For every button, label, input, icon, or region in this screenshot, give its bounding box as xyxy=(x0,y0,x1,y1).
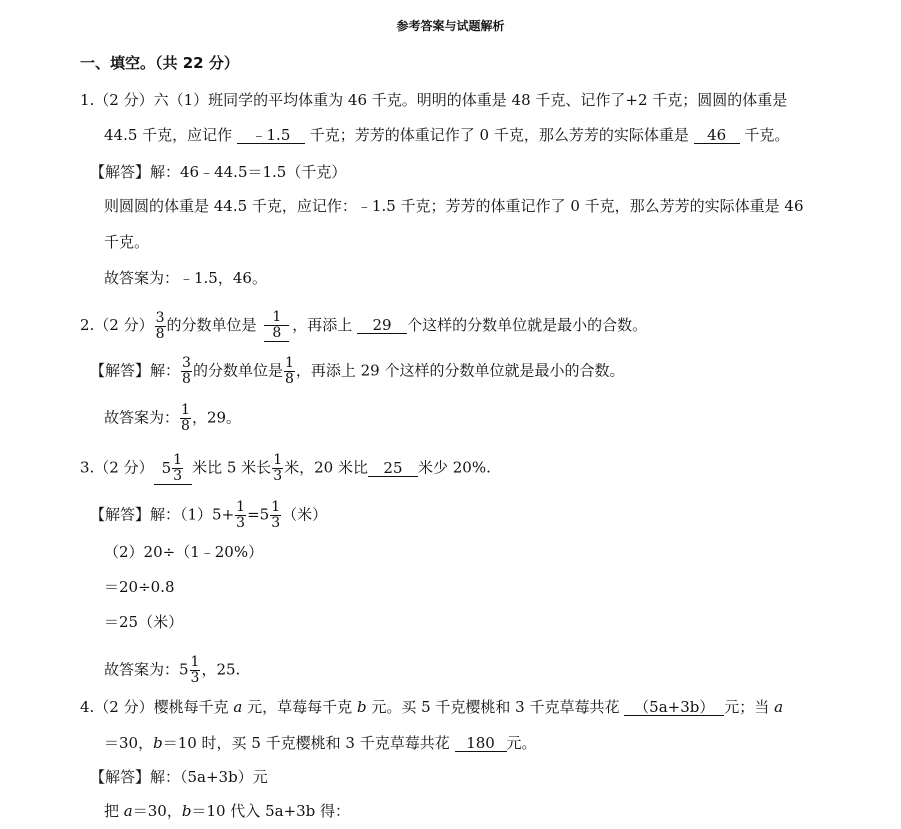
q1-line1: 1.（2 分）六（1）班同学的平均体重为 46 千克。明明的体重是 48 千克、记作了+2 千克；圆圆的体重是 xyxy=(80,91,788,109)
q3-answer-blank-2: 25 xyxy=(368,460,418,477)
q1-text: 44.5 千克，应记作 xyxy=(104,126,233,144)
q4-answer-blank-2: 180 xyxy=(455,735,507,752)
answer-label: 故答案为：5 xyxy=(104,660,189,679)
solution-label: 【解答】解： xyxy=(90,361,181,380)
q3-text: 米，20 米比 xyxy=(284,458,368,477)
numerator: 3 xyxy=(182,355,191,371)
denominator: 8 xyxy=(182,371,191,387)
q3-solution-text: （米） xyxy=(282,505,328,524)
q3-solution-fraction xyxy=(270,500,281,531)
q3-answer xyxy=(104,655,240,686)
numerator: 1 xyxy=(173,452,183,468)
variable-a: a xyxy=(774,698,784,716)
q4-text: 4.（2 分）樱桃每千克 xyxy=(80,698,229,716)
q3-solution-fraction xyxy=(235,500,246,531)
q4-solution-1: 【解答】解：（5a+3b）元 xyxy=(90,768,268,786)
numerator: 1 xyxy=(264,310,289,326)
denominator: 8 xyxy=(181,418,190,434)
q1-solution-1: 【解答】解：46﹣44.5＝1.5（千克） xyxy=(90,163,347,181)
numerator: 1 xyxy=(190,654,200,670)
q3-answer-blank-1 xyxy=(154,453,192,485)
q3-solution-1 xyxy=(90,500,327,531)
q1-answer-blank-2: 46 xyxy=(694,127,740,144)
q2-answer-blank-1 xyxy=(261,310,292,342)
whole-number: 5 xyxy=(161,458,172,477)
q4-text: 元。 xyxy=(506,734,537,752)
q3-solution-text: =5 xyxy=(247,505,270,524)
q4-solution-text: ＝10 代入 5a+3b 得： xyxy=(191,802,351,820)
variable-a: a xyxy=(123,802,133,820)
q3-solution-3: ＝20÷0.8 xyxy=(104,578,175,596)
denominator: 3 xyxy=(190,670,200,686)
q2-answer-text: ，29。 xyxy=(191,408,242,427)
q2-blank-fraction xyxy=(264,310,289,342)
denominator: 8 xyxy=(284,371,294,387)
q4-text: 元；当 xyxy=(724,698,770,716)
page-title: 参考答案与试题解析 xyxy=(396,19,505,33)
numerator: 3 xyxy=(155,309,165,326)
q4-text: 元，草莓每千克 xyxy=(247,698,353,716)
q3-solution-4: ＝25（米） xyxy=(104,613,184,631)
q2-answer-blank-2: 29 xyxy=(357,317,407,334)
q2-solution-text: 的分数单位是 xyxy=(192,361,283,380)
q2-answer-fraction xyxy=(180,403,191,434)
q3-prefix: 3.（2 分） xyxy=(80,458,154,477)
q2-fraction xyxy=(155,311,166,342)
q2-text: ，再添上 xyxy=(292,316,353,334)
numerator: 1 xyxy=(271,499,281,515)
q2-prefix: 2.（2 分） xyxy=(80,316,154,334)
q2-solution-text: ，再添上 29 个这样的分数单位就是最小的合数。 xyxy=(295,361,625,380)
q2-solution-fraction xyxy=(284,356,295,387)
q2-answer xyxy=(104,403,241,434)
denominator: 8 xyxy=(264,326,289,342)
section-heading: 一、填空。（共 22 分） xyxy=(80,54,239,72)
denominator: 3 xyxy=(173,468,183,484)
q3-solution-2: （2）20÷（1﹣20%） xyxy=(104,543,264,561)
q4-answer-blank-1: （5a+3b） xyxy=(624,699,724,716)
q1-solution-3: 千克。 xyxy=(104,233,150,251)
q3-text: 米少 20%. xyxy=(417,458,491,477)
q1-text: 千克；芳芳的体重记作了 0 千克，那么芳芳的实际体重是 xyxy=(309,126,689,144)
denominator: 3 xyxy=(271,515,281,531)
answer-label: 故答案为： xyxy=(104,408,180,427)
q3-line xyxy=(80,453,491,485)
numerator: 1 xyxy=(181,402,190,418)
numerator: 1 xyxy=(284,355,294,371)
denominator: 3 xyxy=(273,468,283,484)
q2-text: 个这样的分数单位就是最小的合数。 xyxy=(407,316,648,334)
q3-answer-fraction xyxy=(190,655,201,686)
q1-text: 千克。 xyxy=(744,126,790,144)
q2-text: 的分数单位是 xyxy=(166,316,257,334)
q4-line2 xyxy=(104,733,537,753)
denominator: 3 xyxy=(236,515,246,531)
q4-text: ＝10 时，买 5 千克樱桃和 3 千克草莓共花 xyxy=(162,734,450,752)
q4-solution-2 xyxy=(104,801,350,821)
variable-b: b xyxy=(181,802,192,820)
q3-blank-fraction xyxy=(172,453,183,484)
solution-label: 【解答】解：（1）5+ xyxy=(90,505,235,524)
q2-solution-fraction xyxy=(181,356,192,387)
q3-text: 米比 5 米长 xyxy=(192,458,272,477)
q4-text: 元。买 5 千克樱桃和 3 千克草莓共花 xyxy=(371,698,620,716)
q3-answer-text: ，25. xyxy=(201,660,241,679)
q4-line1 xyxy=(80,697,783,717)
q2-solution xyxy=(90,356,625,387)
variable-b: b xyxy=(153,734,163,752)
variable-b: b xyxy=(356,698,367,716)
q1-line2 xyxy=(104,125,789,145)
numerator: 1 xyxy=(273,452,283,468)
q2-line xyxy=(80,310,647,342)
numerator: 1 xyxy=(236,499,246,515)
q4-solution-text: ＝30， xyxy=(132,802,182,820)
q1-solution-2: 则圆圆的体重是 44.5 千克，应记作：﹣1.5 千克；芳芳的体重记作了 0 千克，那么芳芳的实际体重是 46 xyxy=(104,197,804,215)
q4-text: ＝30， xyxy=(104,734,154,752)
variable-a: a xyxy=(233,698,243,716)
denominator: 8 xyxy=(155,325,165,342)
q4-solution-text: 把 xyxy=(104,802,120,820)
q3-fraction xyxy=(272,453,283,484)
q1-answer: 故答案为：﹣1.5，46。 xyxy=(104,269,267,287)
q1-answer-blank-1: ﹣1.5 xyxy=(237,127,305,144)
